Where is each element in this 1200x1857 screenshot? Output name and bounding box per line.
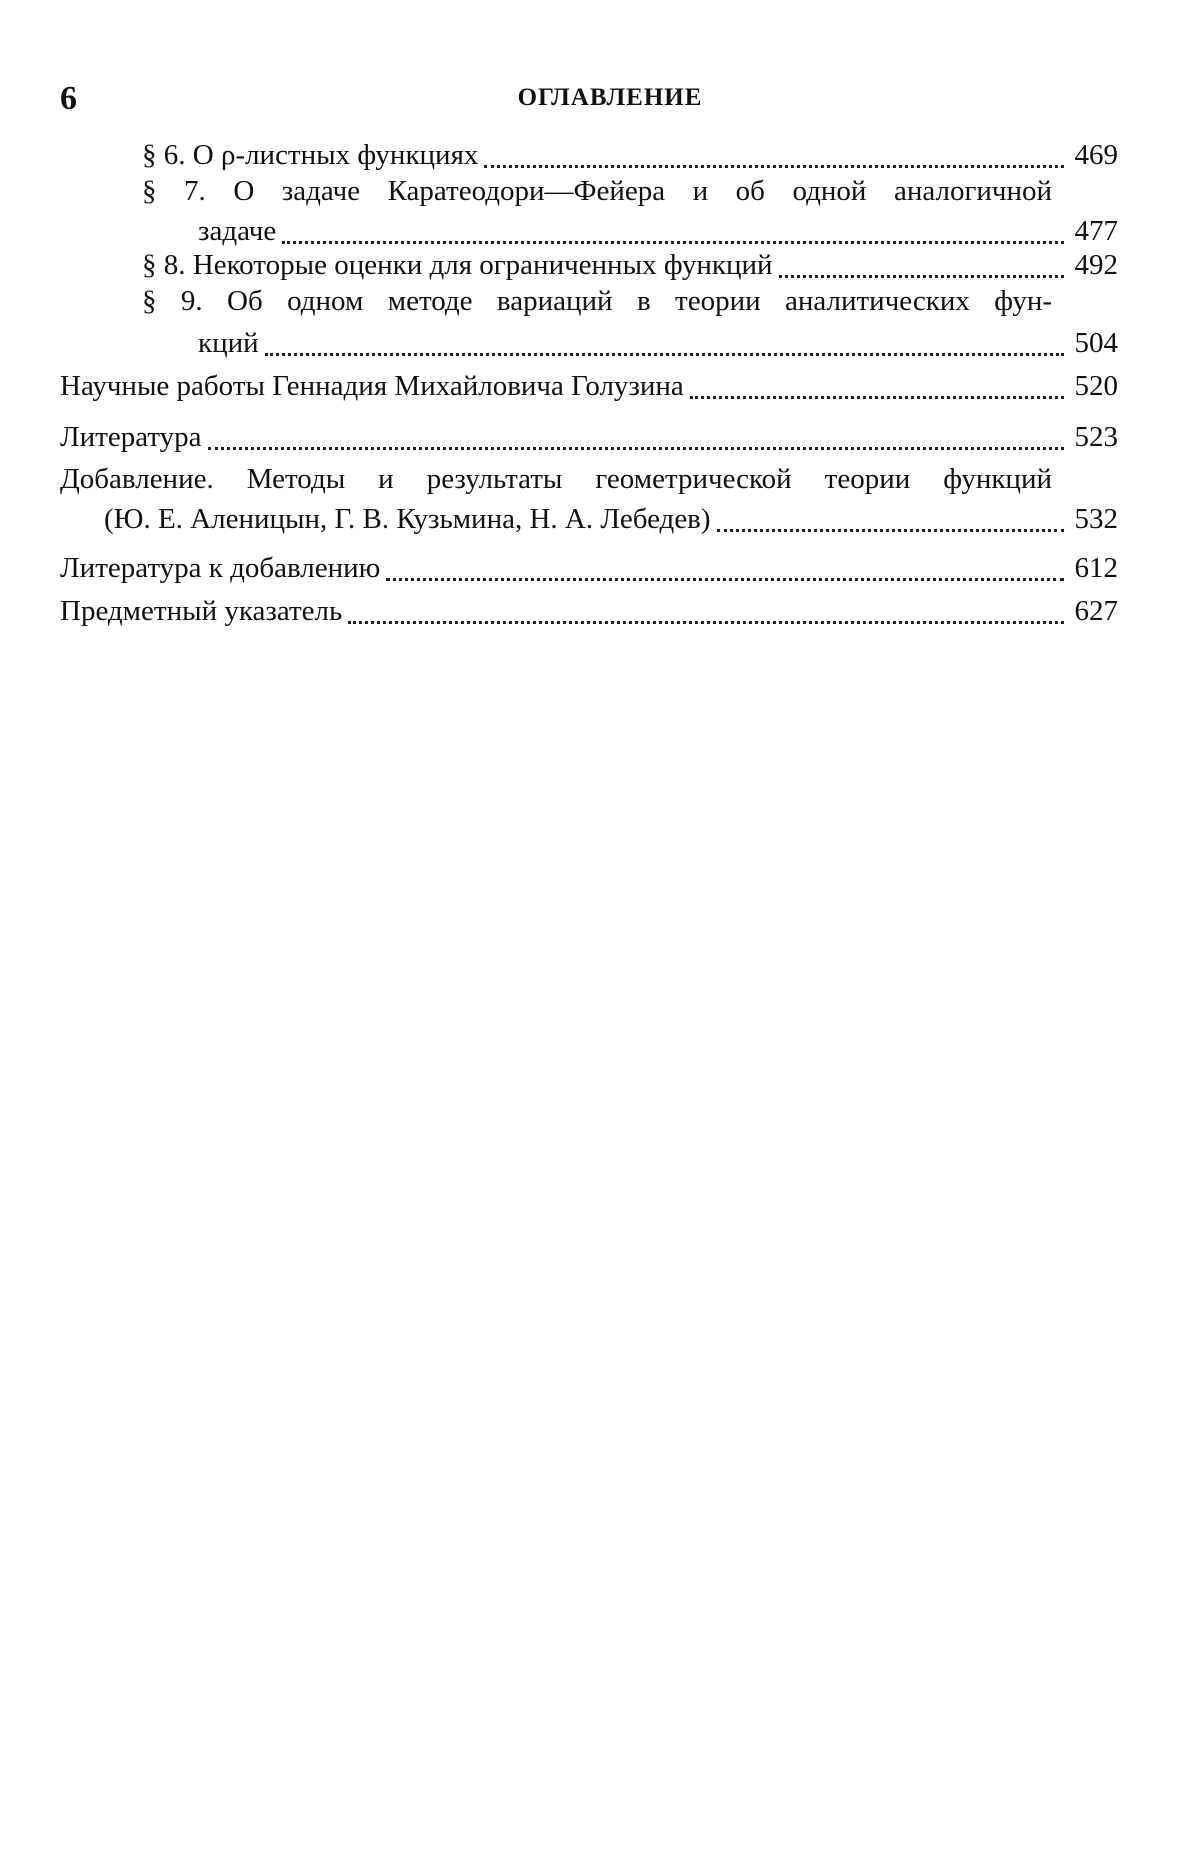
toc-page-number: 523 [1074, 421, 1118, 453]
toc-page-number: 627 [1074, 595, 1118, 627]
toc-entry-title: Литература к добавлению [60, 552, 381, 584]
toc-entry[interactable] [142, 172, 1118, 250]
toc-entry[interactable] [60, 367, 1118, 405]
toc-entry[interactable] [60, 592, 1118, 630]
toc-entry[interactable] [60, 460, 1118, 538]
toc-entry[interactable] [60, 549, 1118, 587]
dot-leader [348, 621, 1064, 624]
toc-page-number: 469 [1074, 139, 1118, 171]
toc-page-number: 612 [1074, 552, 1118, 584]
dot-leader [484, 165, 1064, 168]
dot-leader [717, 529, 1064, 532]
dot-leader [690, 396, 1064, 399]
toc-entry-title: § 7. О задаче Каратеодори—Фейера и об одной аналогичной [142, 175, 1052, 207]
toc-page-number: 520 [1074, 370, 1118, 402]
toc-entry-title-cont: кций [198, 327, 259, 359]
running-title: ОГЛАВЛЕНИЕ [517, 84, 703, 111]
toc-entry-title: § 6. О ρ-листных функциях [142, 139, 479, 171]
toc-entry[interactable] [142, 282, 1118, 362]
toc-entry[interactable] [60, 418, 1118, 456]
toc-entry-title: § 8. Некоторые оценки для ограниченных функций [142, 249, 773, 281]
toc-page-number: 477 [1074, 215, 1118, 247]
toc-entry-title-cont: задаче [198, 215, 277, 247]
dot-leader [282, 241, 1064, 244]
toc-entry-title: Научные работы Геннадия Михайловича Голузина [60, 370, 684, 402]
dot-leader [265, 353, 1064, 356]
toc-entry[interactable] [142, 136, 1118, 174]
toc-page-number: 532 [1074, 503, 1118, 535]
dot-leader [386, 578, 1064, 581]
toc-entry-title-cont: (Ю. Е. Аленицын, Г. В. Кузьмина, Н. А. Лебедев) [104, 503, 711, 535]
page-number: 6 [60, 80, 77, 117]
toc-page-number: 492 [1074, 249, 1118, 281]
dot-leader [208, 447, 1064, 450]
toc-entry-title: Добавление. Методы и результаты геометрической теории функций [60, 463, 1052, 495]
toc-entry-title: Предметный указатель [60, 595, 343, 627]
dot-leader [779, 275, 1064, 278]
toc-entry-title: Литература [60, 421, 202, 453]
toc-entry-title: § 9. Об одном методе вариаций в теории аналитических фун- [142, 285, 1052, 317]
toc-entry[interactable] [142, 246, 1118, 284]
toc-page-number: 504 [1074, 327, 1118, 359]
